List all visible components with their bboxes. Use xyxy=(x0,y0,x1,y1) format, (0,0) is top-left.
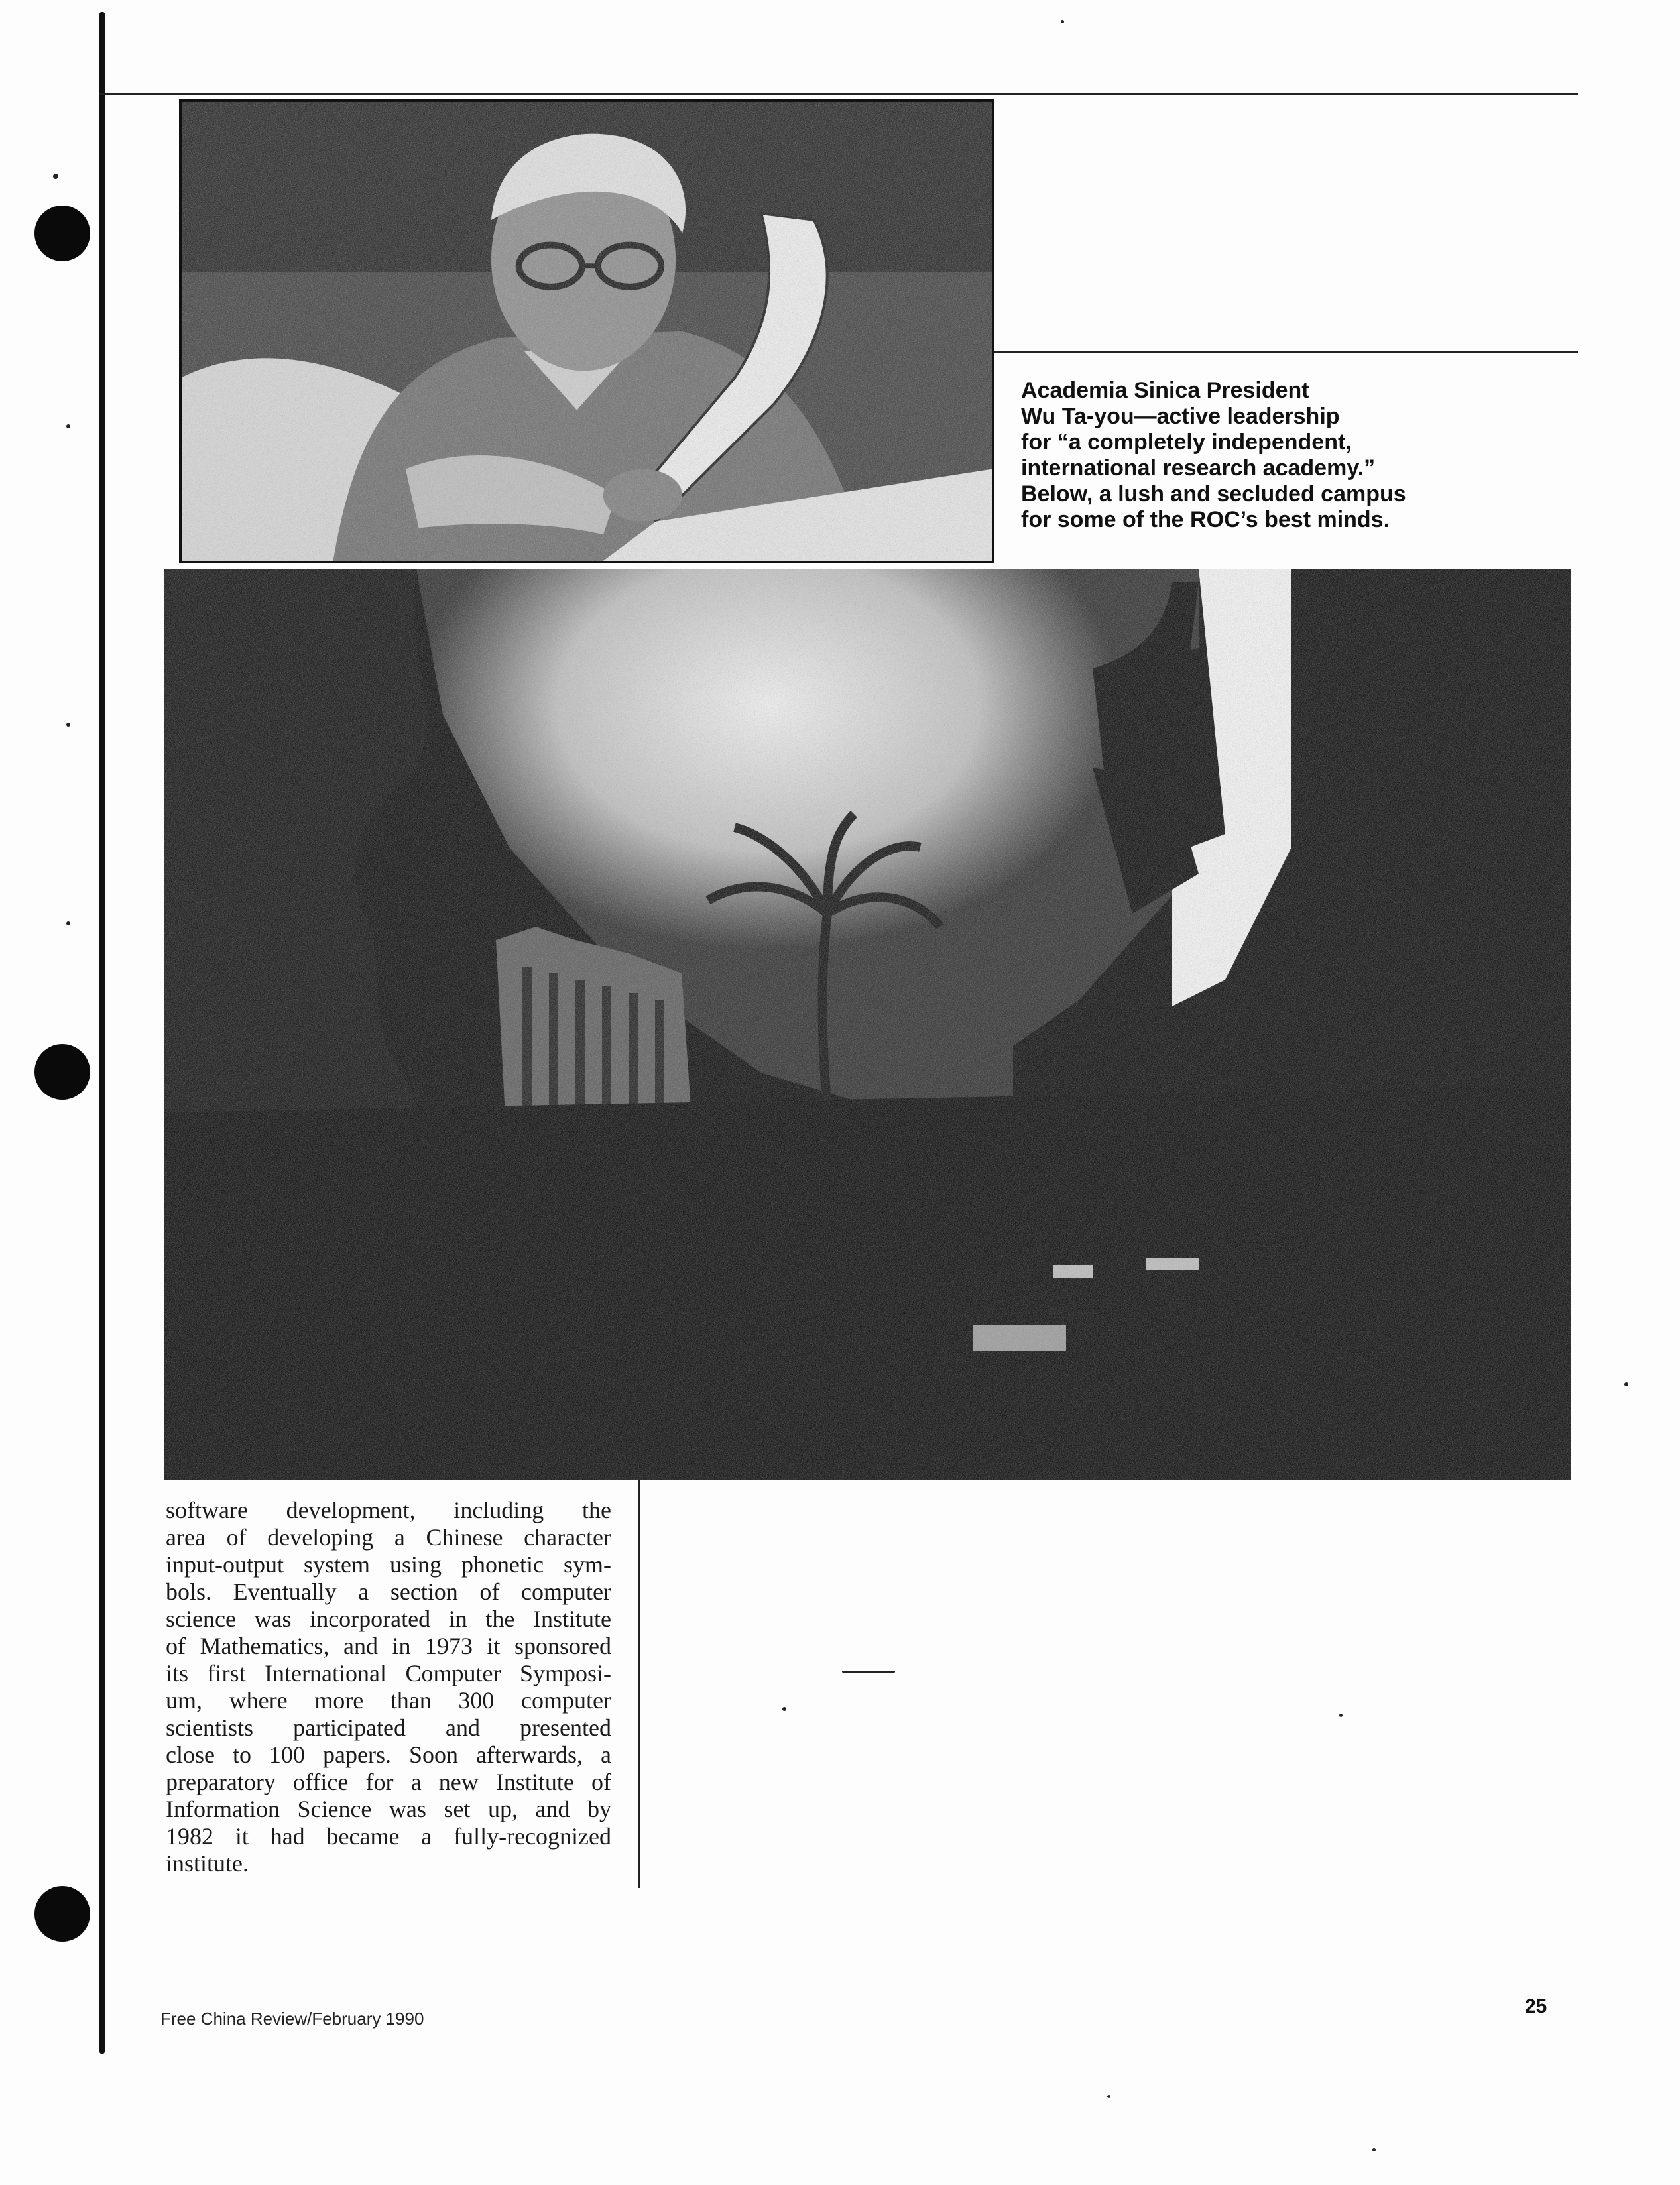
scan-speck xyxy=(1339,1714,1343,1717)
caption-rule xyxy=(994,351,1578,353)
caption-line: Wu Ta-you—active leadership xyxy=(1021,404,1340,429)
top-rule xyxy=(99,93,1578,95)
caption-line: for “a completely independent, xyxy=(1021,430,1352,455)
scan-speck xyxy=(1372,2148,1376,2151)
column-rule xyxy=(638,1477,640,1888)
article-line: science was incorporated in the Institute xyxy=(166,1606,611,1632)
scan-speck xyxy=(53,174,58,179)
scan-speck xyxy=(1107,2095,1110,2098)
punch-hole-bottom xyxy=(34,1886,90,1942)
article-line: bols. Eventually a section of computer xyxy=(166,1578,611,1605)
binding-line xyxy=(99,12,105,2054)
caption-line: international research academy.” xyxy=(1021,455,1376,481)
scan-speck xyxy=(1061,20,1064,23)
article-line: its first International Computer Symposi- xyxy=(166,1660,611,1686)
scan-speck xyxy=(66,723,70,727)
scan-speck xyxy=(1624,1382,1628,1386)
scan-speck xyxy=(66,424,70,428)
caption-line: Academia Sinica President xyxy=(1021,378,1309,403)
publication-footer: Free China Review/February 1990 xyxy=(160,2009,424,2029)
article-line: software development, including the xyxy=(166,1497,611,1523)
photo-caption xyxy=(1021,378,1485,533)
article-line: area of developing a Chinese character xyxy=(166,1524,611,1551)
punch-hole-top xyxy=(34,206,90,261)
caption-line: Below, a lush and secluded campus xyxy=(1021,481,1406,506)
caption-line: for some of the ROC’s best minds. xyxy=(1021,507,1390,532)
campus-image xyxy=(164,569,1571,1480)
punch-hole-middle xyxy=(34,1044,90,1100)
portrait-photo xyxy=(179,99,994,563)
article-line: 1982 it had became a fully-recognized xyxy=(166,1823,611,1850)
article-line: institute. xyxy=(166,1850,249,1877)
article-line: scientists participated and presented xyxy=(166,1714,611,1741)
article-line: um, where more than 300 computer xyxy=(166,1687,611,1714)
article-line: input-output system using phonetic sym- xyxy=(166,1551,611,1578)
campus-photo xyxy=(164,569,1571,1480)
scan-speck xyxy=(842,1671,895,1673)
portrait-image xyxy=(182,102,992,561)
article-line: of Mathematics, and in 1973 it sponsored xyxy=(166,1633,611,1659)
article-body xyxy=(166,1497,611,1877)
scan-speck xyxy=(782,1707,786,1711)
article-line: close to 100 papers. Soon afterwards, a xyxy=(166,1742,611,1768)
article-line: preparatory office for a new Institute of xyxy=(166,1769,611,1795)
page-number: 25 xyxy=(1525,1995,1547,2017)
scan-speck xyxy=(66,921,70,925)
article-line: Information Science was set up, and by xyxy=(166,1796,611,1822)
